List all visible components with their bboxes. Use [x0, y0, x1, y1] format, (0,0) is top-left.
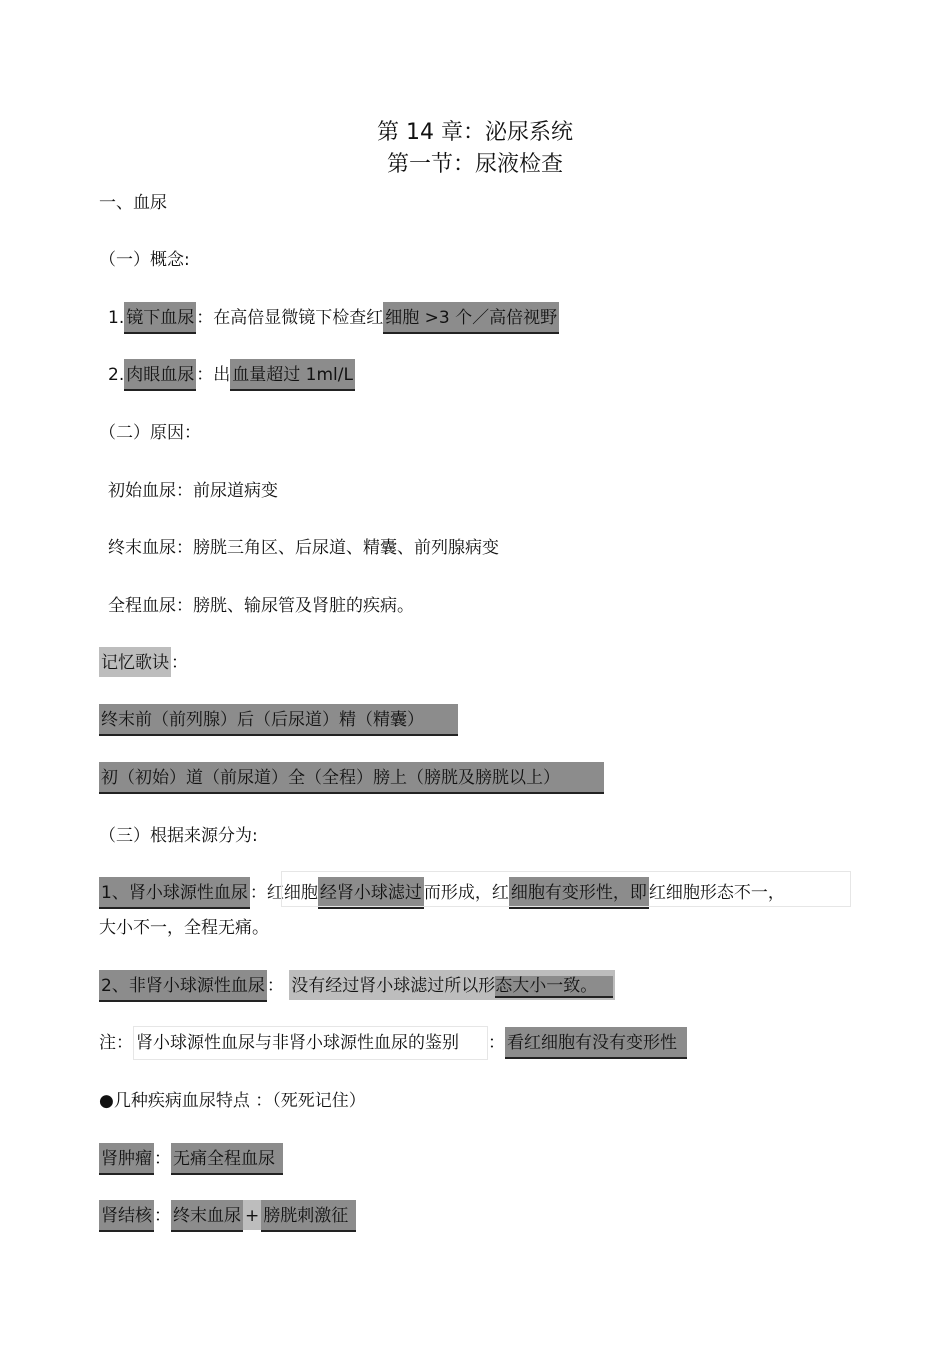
disease-item-1 [99, 1147, 283, 1171]
colon: ： [488, 1033, 505, 1053]
chapter-title: 第 14 章：泌尿系统 [377, 120, 573, 145]
heading-concept: （一）概念: [99, 250, 190, 270]
mnemonic-line-1 [99, 708, 458, 732]
plus-sign: + [243, 1200, 261, 1230]
highlighted-text: 无痛全程血尿 [171, 1143, 283, 1175]
item-text: 红细胞形态不一， [648, 883, 785, 903]
heading-source: （三）根据来源分为: [99, 826, 258, 846]
highlighted-term: 镜下血尿 [124, 302, 196, 334]
highlighted-term: 2、非肾小球源性血尿 [99, 970, 267, 1002]
highlighted-text: 初（初始）道（前尿道）全（全程）膀上（膀胱及膀胱以上） [99, 762, 604, 794]
mnemonic-line-2 [99, 766, 604, 790]
cause-terminal: 终末血尿：膀胱三角区、后尿道、精囊、前列腺病变 [108, 538, 499, 558]
highlighted-text: 血量超过 1ml/L [230, 359, 355, 391]
disease-header: ●几种疾病血尿特点 ：（死死记住） [99, 1091, 366, 1111]
shaded-text-part: 没有经过肾小球滤过所以形 [291, 976, 496, 996]
concept-item-2 [108, 363, 355, 387]
item-number: 1. [108, 308, 125, 328]
disease-item-2 [99, 1204, 356, 1228]
section-title: 第一节：尿液检查 [386, 152, 563, 177]
note-text: 肾小球源性血尿与非肾小球源性血尿的鉴别 [133, 1026, 488, 1060]
item-text: 红细胞 [266, 883, 318, 903]
text-frame [281, 871, 851, 907]
highlighted-term: 肾结核 [99, 1200, 154, 1232]
item-text: 而形成，红 [423, 883, 509, 903]
highlighted-text: 经肾小球滤过 [318, 877, 424, 909]
mnemonic-label: 记忆歌诀 [99, 647, 171, 677]
highlighted-term: 肾肿瘤 [99, 1143, 154, 1175]
colon: ： [154, 1149, 171, 1169]
highlighted-term: 1、肾小球源性血尿 [99, 877, 250, 909]
heading-hematuria: 一、血尿 [99, 193, 167, 213]
concept-item-1 [108, 306, 559, 330]
item-number: 2. [108, 365, 125, 385]
source-item-2 [99, 974, 615, 998]
source-item-1-cont: 大小不一，全程无痛。 [99, 918, 269, 938]
shaded-text [289, 970, 615, 1000]
highlighted-text: 终末血尿 [171, 1200, 243, 1232]
mnemonic-heading [99, 651, 188, 675]
highlighted-text: 态大小一致。 [495, 976, 613, 998]
highlighted-text: 细胞有变形性，即 [509, 877, 649, 909]
highlighted-term: 肉眼血尿 [124, 359, 196, 391]
note-answer: 看红细胞有没有变形性 [505, 1027, 687, 1059]
item-text: ：出 [196, 365, 231, 385]
item-text: ：在高倍显微镜下检查红 [196, 308, 384, 328]
mnemonic-colon: ： [171, 653, 188, 673]
note-line [99, 1031, 687, 1055]
highlighted-text: 细胞 >3 个／高倍视野 [383, 302, 559, 334]
colon: ： [249, 883, 267, 903]
colon: ： [154, 1206, 171, 1226]
heading-cause: （二）原因： [99, 423, 201, 443]
highlighted-text: 终末前（前列腺）后（后尿道）精（精囊） [99, 704, 458, 736]
colon: ： [266, 976, 284, 996]
cause-total: 全程血尿：膀胱、输尿管及肾脏的疾病。 [108, 596, 414, 616]
note-label: 注： [99, 1033, 133, 1053]
highlighted-text: 膀胱刺激征 [261, 1200, 356, 1232]
cause-initial: 初始血尿：前尿道病变 [108, 481, 278, 501]
